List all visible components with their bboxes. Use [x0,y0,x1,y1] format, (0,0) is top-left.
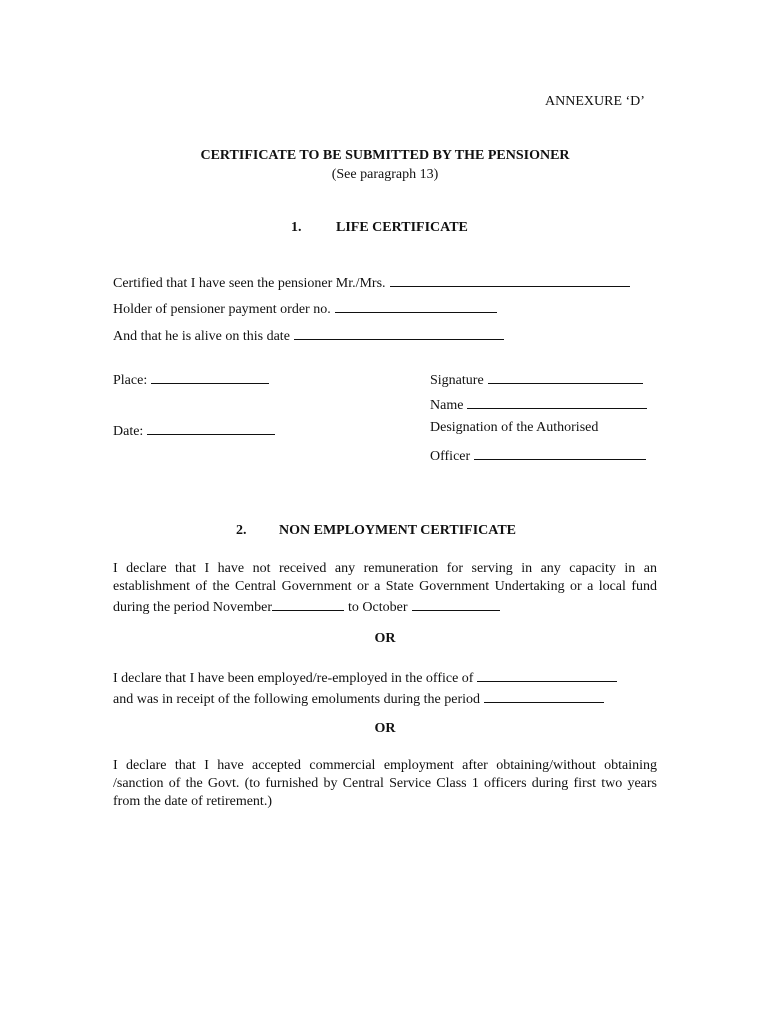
signature-label: Signature [430,373,484,388]
date-field[interactable] [147,420,275,435]
para1-text: I declare that I have not received any remuneration for serving in any capacity in an establishment of the Central Government or a State Government Undertaking or a local fund during the period November [113,561,657,615]
october-period-field[interactable] [412,596,500,611]
ppo-line [113,298,497,318]
or-separator-2: OR [374,721,396,736]
place-label: Place: [113,373,148,388]
section1-number: 1. [291,220,302,235]
document-title: CERTIFICATE TO BE SUBMITTED BY THE PENSIONER [200,148,570,163]
name-line [430,394,647,414]
or-separator-1: OR [374,631,396,646]
para1-text-2: to October [348,600,408,615]
para2-text-2: and was in receipt of the following emoluments during the period [113,692,481,707]
annexure-label: ANNEXURE ‘D’ [545,94,645,109]
pensioner-name-field[interactable] [390,272,630,287]
ppo-label: Holder of pensioner payment order no. [113,302,331,317]
non-employment-paragraph-2 [113,667,657,709]
section2-title: NON EMPLOYMENT CERTIFICATE [279,523,517,538]
pensioner-label: Certified that I have seen the pensioner Mr./Mrs. [113,276,386,291]
signature-field[interactable] [488,369,643,384]
name-label: Name [430,398,464,413]
place-field[interactable] [151,369,269,384]
designation-line [430,420,598,436]
november-period-field[interactable] [272,596,344,611]
ppo-number-field[interactable] [335,298,497,313]
section1-title: LIFE CERTIFICATE [336,220,468,235]
office-field[interactable] [477,667,617,682]
document-subtitle: (See paragraph 13) [331,167,439,182]
emoluments-period-field[interactable] [484,688,604,703]
place-line [113,369,269,389]
officer-line [430,445,646,465]
date-label: Date: [113,424,144,439]
non-employment-paragraph-3: I declare that I have accepted commercial employment after obtaining/without obtaining /sanction of the Govt. (to furnished by Central Service Class 1 officers during first two years from the date of retirement.) [113,758,657,809]
alive-date-field[interactable] [294,325,504,340]
para2-text: I declare that I have been employed/re-employed in the office of [113,671,474,686]
pensioner-line [113,272,630,292]
designation-label: Designation of the Authorised [430,420,599,435]
signature-line [430,369,643,389]
alive-label: And that he is alive on this date [113,329,290,344]
officer-field[interactable] [474,445,646,460]
date-line [113,420,275,440]
name-field[interactable] [467,394,647,409]
officer-label: Officer [430,449,471,464]
section2-number: 2. [236,523,247,538]
non-employment-paragraph-1 [113,560,657,617]
alive-line [113,325,504,345]
